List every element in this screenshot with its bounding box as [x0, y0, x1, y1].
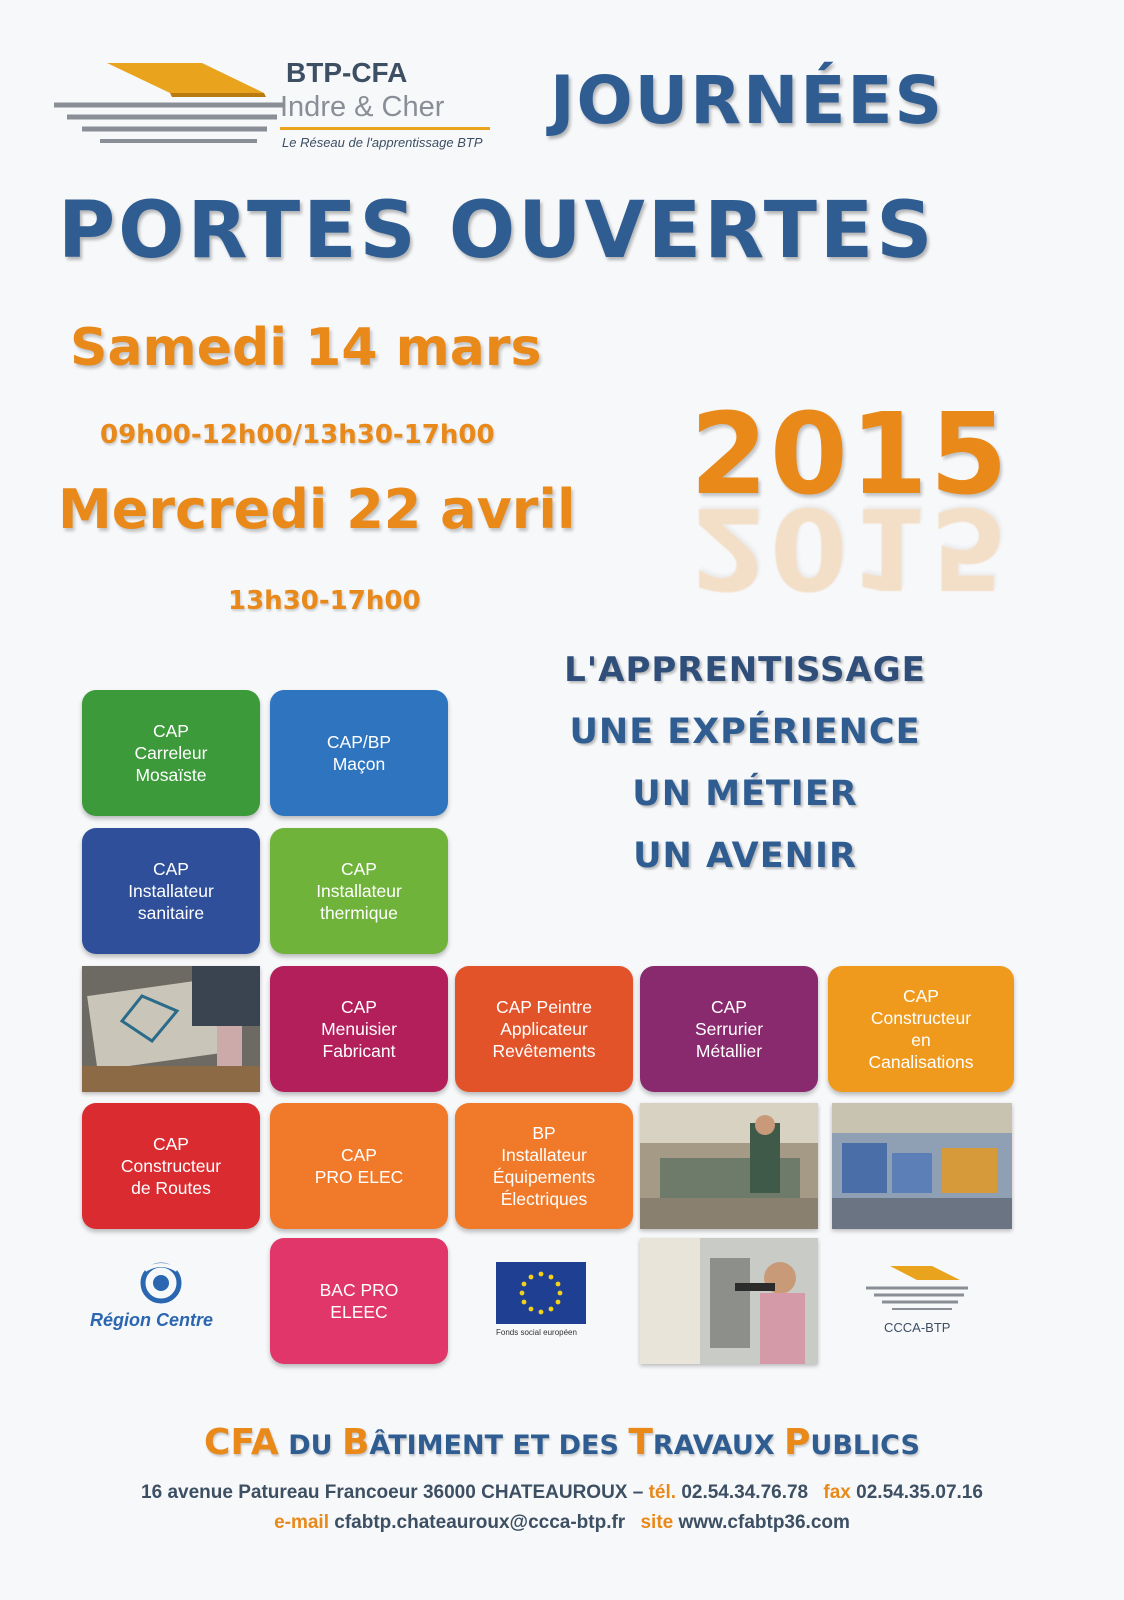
- photo-mosaic-work: [82, 966, 260, 1092]
- photo-warehouse: [832, 1103, 1012, 1229]
- btp-cfa-logo: [52, 45, 502, 165]
- course-tile-menuisier: CAP Menuisier Fabricant: [270, 966, 448, 1092]
- footer-title-atiment: ÂTIMENT ET DES: [369, 1430, 629, 1461]
- slogan-line1: UNE EXPÉRIENCE: [569, 712, 921, 752]
- footer-address-line: [0, 1482, 1124, 1504]
- footer-site-label: site: [640, 1512, 674, 1533]
- footer-tel-label: tél.: [648, 1482, 677, 1503]
- course-tile-routes: CAP Constructeur de Routes: [82, 1103, 260, 1229]
- footer-email[interactable]: cfabtp.chateauroux@ccca-btp.fr: [334, 1512, 626, 1533]
- footer-title-du: DU: [278, 1430, 342, 1461]
- footer-fax-label: fax: [823, 1482, 851, 1503]
- course-tile-carreleur: CAP Carreleur Mosaïste: [82, 690, 260, 816]
- footer-email-label: e-mail: [274, 1512, 329, 1533]
- course-tile-bac-pro: BAC PRO ELEEC: [270, 1238, 448, 1364]
- footer-tel: 02.54.34.76.78: [681, 1482, 809, 1503]
- footer-title-p: P: [784, 1422, 811, 1463]
- footer-title-cfa: CFA: [204, 1422, 279, 1463]
- heading-journees: JOURNÉES: [550, 62, 945, 139]
- footer-title-ravaux: RAVAUX: [652, 1430, 785, 1461]
- partner-ccca-btp: [862, 1262, 982, 1342]
- footer-title: [0, 1422, 1124, 1463]
- course-tile-serrurier: CAP Serrurier Métallier: [640, 966, 818, 1092]
- footer-contact-line: [0, 1512, 1124, 1534]
- course-tile-peintre: CAP Peintre Applicateur Revêtements: [455, 966, 633, 1092]
- slogan-line2: UN MÉTIER: [632, 774, 858, 814]
- footer-title-ublics: UBLICS: [810, 1430, 920, 1461]
- course-tile-thermique: CAP Installateur thermique: [270, 828, 448, 954]
- course-tile-sanitaire: CAP Installateur sanitaire: [82, 828, 260, 954]
- date-samedi: Samedi 14 mars: [70, 318, 542, 378]
- footer-title-t: T: [628, 1422, 653, 1463]
- logo-underline: [280, 127, 490, 130]
- hours-samedi: 09h00-12h00/13h30-17h00: [100, 420, 495, 450]
- logo-mark-icon: [52, 53, 287, 153]
- photo-drilling-wall: [640, 1238, 818, 1364]
- course-tile-canalisations: CAP Constructeur en Canalisations: [828, 966, 1014, 1092]
- fse-label: Fonds social européen: [496, 1328, 577, 1337]
- course-tile-macon: CAP/BP Maçon: [270, 690, 448, 816]
- slogan-line3: UN AVENIR: [633, 836, 857, 876]
- logo-name: BTP-CFA: [286, 57, 408, 88]
- footer-site[interactable]: www.cfabtp36.com: [678, 1512, 850, 1533]
- ccca-label: CCCA-BTP: [884, 1320, 951, 1335]
- course-tile-pro-elec: CAP PRO ELEC: [270, 1103, 448, 1229]
- footer-address: 16 avenue Patureau Francoeur 36000 CHATEAUROUX –: [141, 1482, 644, 1503]
- logo-subtitle: Indre & Cher: [280, 91, 445, 123]
- hours-mercredi: 13h30-17h00: [228, 586, 421, 616]
- eu-flag-icon: [496, 1262, 586, 1324]
- heading-portes-ouvertes: PORTES OUVERTES: [58, 186, 936, 276]
- course-tile-installateur-elec: BP Installateur Équipements Électriques: [455, 1103, 633, 1229]
- year: 2015: [690, 390, 1010, 520]
- logo-tagline: Le Réseau de l'apprentissage BTP: [282, 135, 483, 150]
- ccca-mark-icon: [862, 1262, 972, 1314]
- partner-region-centre: [84, 1262, 234, 1342]
- photo-workshop-machine: [640, 1103, 818, 1229]
- date-mercredi: Mercredi 22 avril: [58, 478, 576, 541]
- partner-fse: [496, 1262, 596, 1342]
- slogan-title: L'APPRENTISSAGE: [564, 650, 926, 690]
- slogan-block: [470, 650, 1020, 876]
- year-reflection: 2015: [690, 482, 1010, 612]
- region-centre-icon: [139, 1262, 183, 1304]
- footer-fax: 02.54.35.07.16: [856, 1482, 983, 1503]
- footer-title-b: B: [341, 1422, 370, 1463]
- region-centre-label: Région Centre: [90, 1310, 214, 1330]
